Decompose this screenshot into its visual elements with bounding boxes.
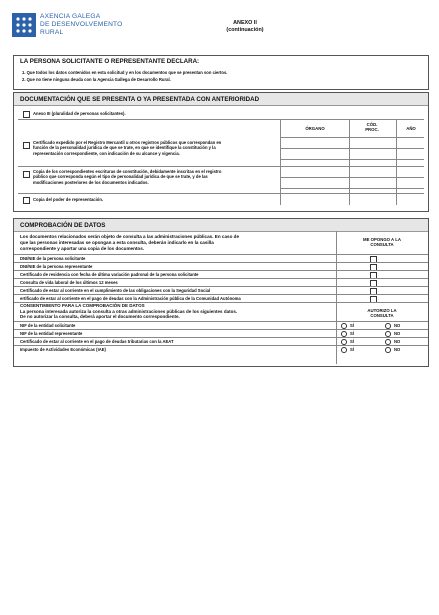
registry-certificate-line1: Certificado expedido por el Registro Mercantil u otros registros públicos que correspondan en	[33, 140, 222, 145]
divider	[14, 345, 428, 346]
registry-certificate-checkbox[interactable]	[23, 142, 30, 149]
oppose-item-3: Certificado de residencia con fecha de última variación padronal de la persona solicitante	[20, 272, 199, 277]
oppose-item-6: ertificado de estar al corriente en el pago de deudas con la Administración pública de la Comunidad Autónoma	[20, 296, 241, 301]
consent-item-2: NIF de la entidad representante	[20, 331, 83, 336]
verification-intro-line2: que las personas interesadas se opongan a esta consulta, deberán indicarlo en la casilla	[20, 240, 214, 245]
consent-item-1: NIF de la entidad solicitante	[20, 323, 76, 328]
col-organo: ÓRGANO	[305, 126, 325, 131]
declaration-item-1: 1. Que todos los datos contenidos en esta solicitud y en los documentos que se presentan son ciertos.	[22, 70, 228, 75]
power-of-attorney-checkbox[interactable]	[23, 197, 30, 204]
consent-item-4-yes-label: SÍ	[350, 347, 354, 352]
registry-certificate-label	[33, 140, 278, 156]
col-ano: AÑO	[406, 126, 416, 131]
deeds-copy-checkbox[interactable]	[23, 171, 30, 178]
divider	[18, 166, 424, 167]
oppose-item-2: DNI/NIE de la persona representante	[20, 264, 93, 269]
consent-item-3-yes-radio[interactable]	[341, 339, 347, 345]
divider	[280, 188, 424, 189]
divider	[280, 159, 424, 160]
agency-name-line1: AXENCIA GALEGA	[40, 13, 101, 20]
divider	[14, 254, 428, 255]
divider	[14, 329, 428, 330]
divider	[14, 294, 428, 295]
declaration-item-2: 2. Que no tiene ninguna deuda con la Agencia Gallega de Desarrollo Rural.	[22, 77, 171, 82]
verification-intro-line3: correspondiente y aportar una copia de los documentos.	[20, 246, 145, 251]
divider	[14, 321, 428, 322]
consent-line2: De no autorizar la consulta, deberá aportar el documento correspondiente.	[20, 314, 180, 320]
authorize-header	[337, 308, 427, 318]
divider	[14, 262, 428, 263]
col-cod-line1: CÓD.	[366, 122, 378, 127]
oppose-item-1: DNI/NIE de la persona solicitante	[20, 256, 86, 261]
documentation-heading: DOCUMENTACIÓN QUE SE PRESENTA O YA PRESENTADA CON ANTERIORIDAD	[20, 96, 260, 103]
agency-name-line2: DE DESENVOLVEMENTO	[40, 21, 123, 28]
consent-item-2-no-radio[interactable]	[385, 331, 391, 337]
documentation-heading-band	[14, 93, 428, 106]
declaration-heading: LA PERSONA SOLICITANTE O REPRESENTANTE DECLARA:	[20, 58, 200, 65]
consent-item-2-no-label: NO	[394, 331, 401, 336]
verification-intro	[20, 234, 335, 252]
data-verification-section	[13, 218, 429, 367]
col-cod-line2: PROC.	[365, 127, 379, 133]
annex-iii-checkbox[interactable]	[23, 111, 30, 118]
consent-item-4: Impuesto de Actividades Económicas (IAE)	[20, 347, 106, 352]
registry-certificate-line3: representación correspondiente, con indicación de su alcance y vigencia.	[33, 150, 180, 156]
consent-line1: La persona interesada autoriza la consulta a otras administraciones públicas de los siguientes datos.	[20, 308, 238, 314]
consent-heading: CONSENTIMIENTO PARA LA COMPROBACIÓN DE DATOS	[20, 303, 145, 308]
divider	[18, 193, 424, 194]
oppose-item-5: Certificado de estar al corriente en el cumplimiento de las obligaciones con la Seguridad Social	[20, 288, 211, 293]
consent-item-3-yes-label: SÍ	[350, 339, 354, 344]
consent-item-3: Certificado de estar al corriente en el pago de deudas tributarias con la AEAT	[20, 339, 174, 344]
consent-item-3-no-radio[interactable]	[385, 339, 391, 345]
divider	[280, 177, 424, 178]
annex-title-sub: (continuación)	[226, 27, 264, 33]
consent-item-2-yes-label: SÍ	[350, 331, 354, 336]
divider	[280, 148, 424, 149]
oppose-header-line1: ME OPONGO A LA	[363, 237, 401, 242]
deeds-copy-line3: modificaciones posteriores de los documentos indicados.	[33, 179, 149, 185]
consent-item-4-no-radio[interactable]	[385, 347, 391, 353]
consent-item-3-no-label: NO	[394, 339, 401, 344]
oppose-header	[337, 237, 427, 247]
authorize-header-line2: CONSULTA	[370, 313, 394, 319]
agency-logo	[12, 13, 36, 37]
consent-item-2-yes-radio[interactable]	[341, 331, 347, 337]
power-of-attorney-label: Copia del poder de representación.	[33, 197, 104, 202]
divider	[14, 270, 428, 271]
verification-heading-band	[14, 219, 428, 232]
consent-item-4-no-label: NO	[394, 347, 401, 352]
divider	[14, 337, 428, 338]
declaration-section	[13, 55, 429, 90]
consent-item-1-no-label: NO	[394, 323, 401, 328]
deeds-copy-line2: público que corresponda según el tipo de personalidad jurídica de que se trate, y de las	[33, 174, 208, 180]
consent-block	[20, 303, 335, 320]
verification-heading: COMPROBACIÓN DE DATOS	[20, 222, 106, 229]
oppose-item-4: Consulta de vida laboral de los últimos 12 meses	[20, 280, 118, 285]
verification-intro-line1: Los documentos relacionados serán objeto de consulta a las administraciones públicas. En caso de	[20, 234, 240, 239]
divider	[14, 286, 428, 287]
registry-certificate-line2: función de la personalidad jurídica de que se trate, en que se identifique la constitución y la	[33, 145, 216, 151]
divider	[14, 278, 428, 279]
authorize-header-line1: AUTORIZO LA	[367, 308, 397, 313]
col-cod-proc	[349, 122, 395, 132]
deeds-copy-line1: Copia de los correspondientes escrituras de constitución, debidamente inscritas en el registro	[33, 169, 222, 174]
annex-title-main: ANEXO II	[233, 20, 257, 26]
annex-iii-label: Anexo III (pluralidad de personas solicitantes).	[33, 111, 126, 116]
divider	[18, 119, 424, 120]
documentation-section	[13, 92, 429, 212]
consent-item-1-yes-label: SÍ	[350, 323, 354, 328]
deeds-copy-label	[33, 169, 278, 185]
annex-title	[200, 20, 290, 34]
oppose-header-line2: CONSULTA	[370, 242, 394, 248]
consent-item-1-no-radio[interactable]	[385, 323, 391, 329]
consent-item-4-yes-radio[interactable]	[341, 347, 347, 353]
agency-name-line3: RURAL	[40, 29, 64, 36]
agency-name	[40, 13, 123, 37]
divider	[280, 137, 424, 138]
consent-item-1-yes-radio[interactable]	[341, 323, 347, 329]
